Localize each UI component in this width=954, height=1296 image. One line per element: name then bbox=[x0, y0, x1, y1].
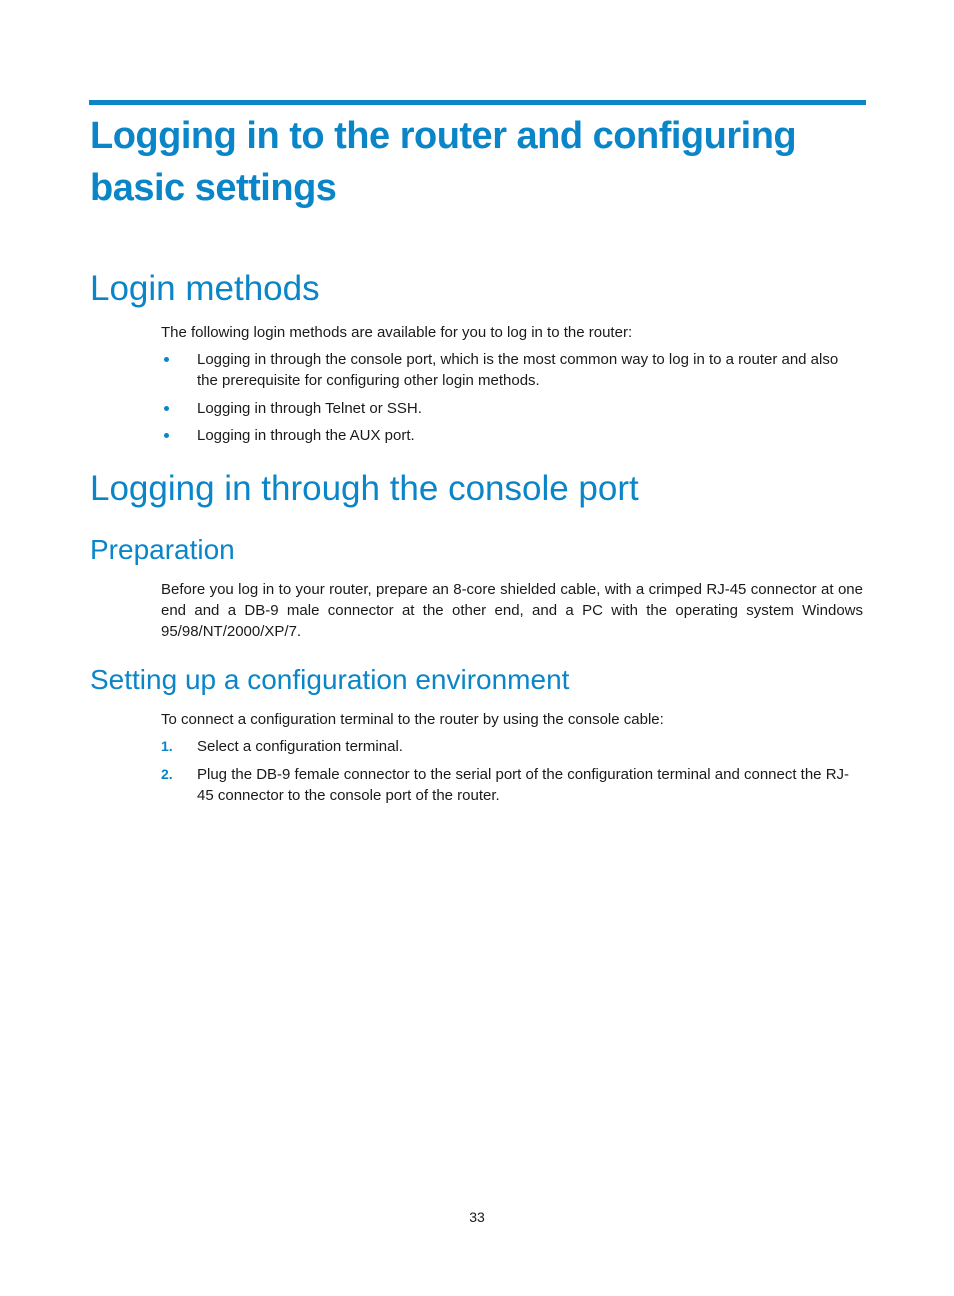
bullet-icon bbox=[164, 357, 169, 362]
bullet-icon bbox=[164, 433, 169, 438]
step-number: 1. bbox=[161, 738, 173, 754]
chapter-title: Logging in to the router and configuring basic settings bbox=[90, 115, 797, 209]
list-item-text: Plug the DB-9 female connector to the serial port of the configuration terminal and connect the RJ-45 connector to the console port of the router. bbox=[197, 766, 850, 804]
login-methods-intro: The following login methods are available for you to log in to the router: bbox=[161, 324, 633, 341]
heading-console-port: Logging in through the console port bbox=[90, 469, 639, 508]
list-item bbox=[161, 425, 863, 446]
list-item bbox=[161, 349, 863, 391]
list-item-text: Logging in through the console port, which is the most common way to log in to a router and also the prerequisite for configuring other login methods. bbox=[197, 351, 839, 389]
config-environment-intro: To connect a configuration terminal to the router by using the console cable: bbox=[161, 711, 664, 728]
preparation-text: Before you log in to your router, prepare an 8-core shielded cable, with a crimped RJ-45 connector at one end and a DB-9 male connector at the other end, and a PC with the operating system Windows 95/98/NT/2000/XP/7. bbox=[161, 581, 863, 640]
list-item-text: Select a configuration terminal. bbox=[197, 738, 403, 755]
list-item-text: Logging in through the AUX port. bbox=[197, 427, 415, 444]
heading-preparation: Preparation bbox=[90, 534, 235, 565]
list-item bbox=[161, 764, 863, 806]
chapter-top-rule bbox=[89, 100, 866, 105]
page-number: 33 bbox=[469, 1209, 485, 1225]
step-number: 2. bbox=[161, 766, 173, 782]
heading-config-environment: Setting up a configuration environment bbox=[90, 664, 570, 695]
bullet-icon bbox=[164, 406, 169, 411]
heading-login-methods: Login methods bbox=[90, 269, 320, 308]
list-item-text: Logging in through Telnet or SSH. bbox=[197, 400, 422, 417]
list-item bbox=[161, 398, 863, 419]
list-item bbox=[161, 736, 863, 757]
